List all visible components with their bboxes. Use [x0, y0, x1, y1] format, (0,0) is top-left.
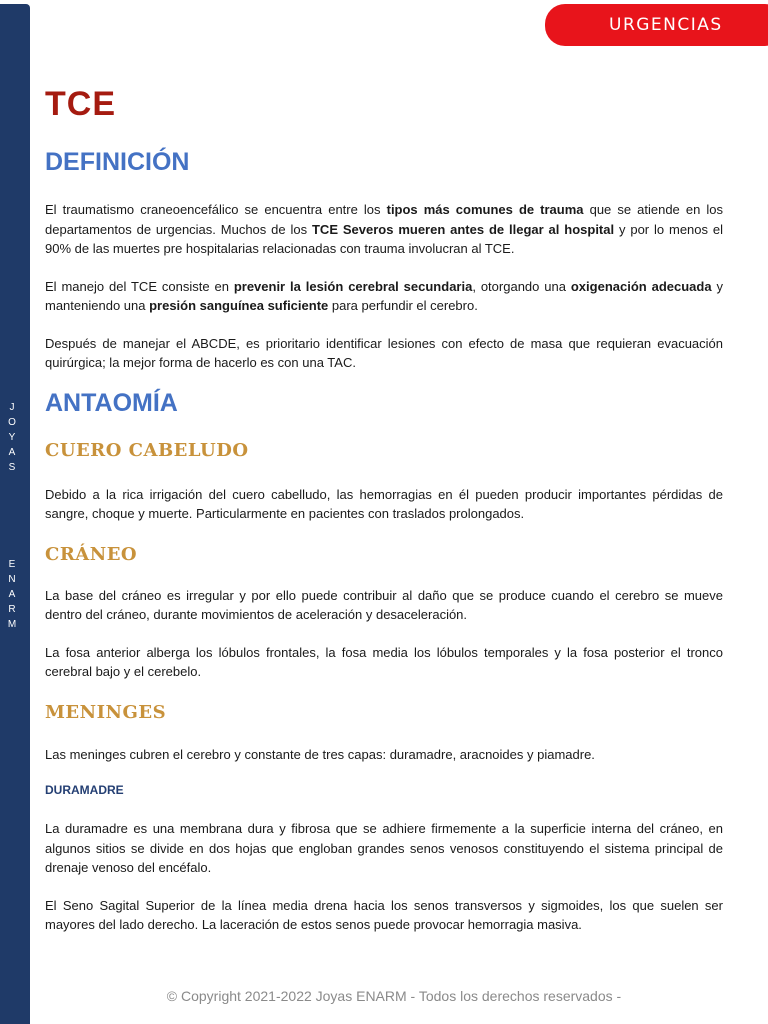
- section-badge: URGENCIAS: [545, 4, 768, 46]
- paragraph: La fosa anterior alberga los lóbulos frontales, la fosa media los lóbulos temporales y la fosa posterior el tronco cerebral bajo y el cerebelo.: [45, 644, 723, 679]
- footer-copyright: © Copyright 2021-2022 Joyas ENARM - Todos los derechos reservados -: [166, 988, 622, 1004]
- sidebar-letter: A: [8, 589, 16, 600]
- sidebar-letter: R: [8, 604, 16, 615]
- paragraph: El Seno Sagital Superior de la línea media drena hacia los senos transversos y sigmoides, los que suelen ser mayores del lado derecho. La laceración de estos senos puede provocar hemorragia masiva.: [45, 897, 723, 932]
- heading-duramadre: DURAMADRE: [45, 783, 124, 797]
- paragraph: Debido a la rica irrigación del cuero cabelludo, las hemorragias en él pueden producir importantes pérdidas de sangre, choque y muerte. Particularmente en pacientes con traslados prolongados.: [45, 486, 723, 521]
- heading-craneo: CRÁNEO: [45, 543, 138, 565]
- paragraph: Las meninges cubren el cerebro y constante de tres capas: duramadre, aracnoides y piamadre.: [45, 746, 595, 762]
- paragraph: La duramadre es una membrana dura y fibrosa que se adhiere firmemente a la superficie interna del cráneo, en algunos sitios se divide en dos hojas que engloban grandes senos venosos constituyendo el sistema principal de drenaje venoso del encéfalo.: [45, 821, 723, 875]
- sidebar-letter: J: [9, 402, 15, 413]
- sidebar-word-enarm: [0, 557, 24, 632]
- sidebar-letter: M: [7, 619, 17, 630]
- paragraph: El traumatismo craneoencefálico se encuentra entre los tipos más comunes de trauma que se atiende en los departamentos de urgencias. Muchos de los TCE Severos mueren antes de llegar al hospital y por lo menos el 90% de las muertes pre hospitalarias relacionadas con trauma involucran al TCE.: [45, 202, 723, 256]
- sidebar-letter: S: [8, 462, 16, 473]
- sidebar-letter: O: [8, 417, 16, 428]
- paragraph: Después de manejar el ABCDE, es prioritario identificar lesiones con efecto de masa que requieran evacuación quirúrgica; la mejor forma de hacerlo es con una TAC.: [45, 335, 723, 370]
- sidebar-word-joyas: [0, 400, 24, 475]
- heading-cuero-cabelludo: CUERO CABELUDO: [45, 439, 249, 461]
- sidebar-letter: Y: [8, 432, 16, 443]
- heading-definicion: DEFINICIÓN: [45, 148, 190, 176]
- heading-anatomia: ANTAOMÍA: [45, 388, 178, 417]
- sidebar-letter: N: [8, 574, 16, 585]
- paragraph: La base del cráneo es irregular y por ello puede contribuir al daño que se produce cuando el cerebro se mueve dentro del cráneo, durante movimientos de aceleración y desaceleración.: [45, 587, 723, 622]
- sidebar: [0, 4, 30, 1024]
- sidebar-letter: A: [8, 447, 16, 458]
- sidebar-letter: E: [8, 559, 16, 570]
- page-title: TCE: [45, 85, 116, 123]
- heading-meninges: MENINGES: [45, 701, 167, 723]
- paragraph: El manejo del TCE consiste en prevenir la lesión cerebral secundaria, otorgando una oxigenación adecuada y manteniendo una presión sanguínea suficiente para perfundir el cerebro.: [45, 278, 723, 313]
- document-body: [45, 82, 723, 935]
